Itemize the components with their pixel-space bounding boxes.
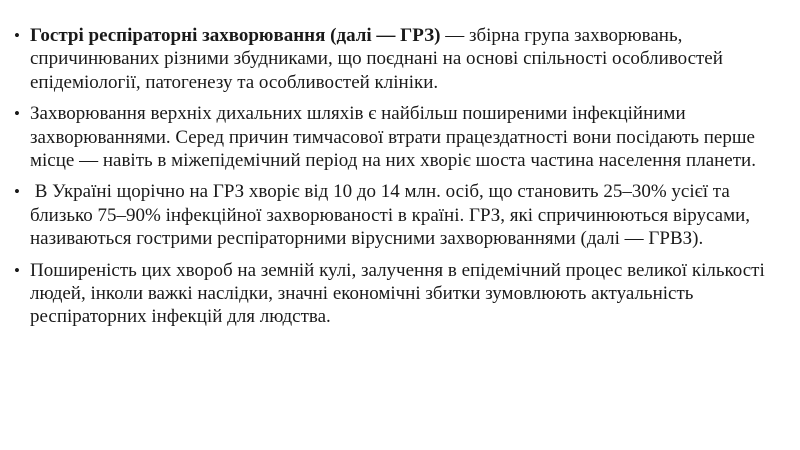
bullet-item bbox=[12, 180, 786, 250]
bullet-text: Захворювання верхніх дихальних шляхів є найбільш поширеними інфекційними захворюваннями. Серед причин тимчасової втрати працездатності вони посідають перше місце — навіть в міжепідемічний період на них хворіє шоста частина населення планети. bbox=[30, 103, 756, 172]
bullet-dot-icon: • bbox=[14, 260, 20, 280]
bullet-bold-text: Гострі респіраторні захворювання (далі — ГРЗ) bbox=[30, 25, 441, 46]
bullet-item bbox=[12, 102, 786, 172]
bullet-text: — збірна група захворювань, спричинюваних різними збудниками, що поєднані на основі спільності особливостей епідеміології, патогенезу та особливостей клініки. bbox=[30, 25, 723, 93]
bullet-text: Поширеність цих хвороб на земній кулі, залучення в епідемічний процес великої кількості людей, інколи важкі наслідки, значні економічні збитки зумовлюють актуальність респіраторних інфекцій для людства. bbox=[30, 259, 765, 328]
bullet-item bbox=[12, 259, 786, 329]
bullet-dot-icon: • bbox=[14, 26, 20, 45]
bullet-dot-icon: • bbox=[14, 104, 20, 124]
bullet-list bbox=[12, 24, 786, 329]
bullet-item bbox=[12, 24, 786, 94]
bullet-text: В Україні щорічно на ГРЗ хворіє від 10 до 14 млн. осіб, що становить 25–30% усієї та близько 75–90% інфекційної захворюваності в країні. ГРЗ, які спричинюються вірусами, називаються гострими респіраторними вірусними захворюваннями (далі — ГРВЗ). bbox=[30, 181, 755, 250]
bullet-dot-icon: • bbox=[14, 182, 20, 202]
